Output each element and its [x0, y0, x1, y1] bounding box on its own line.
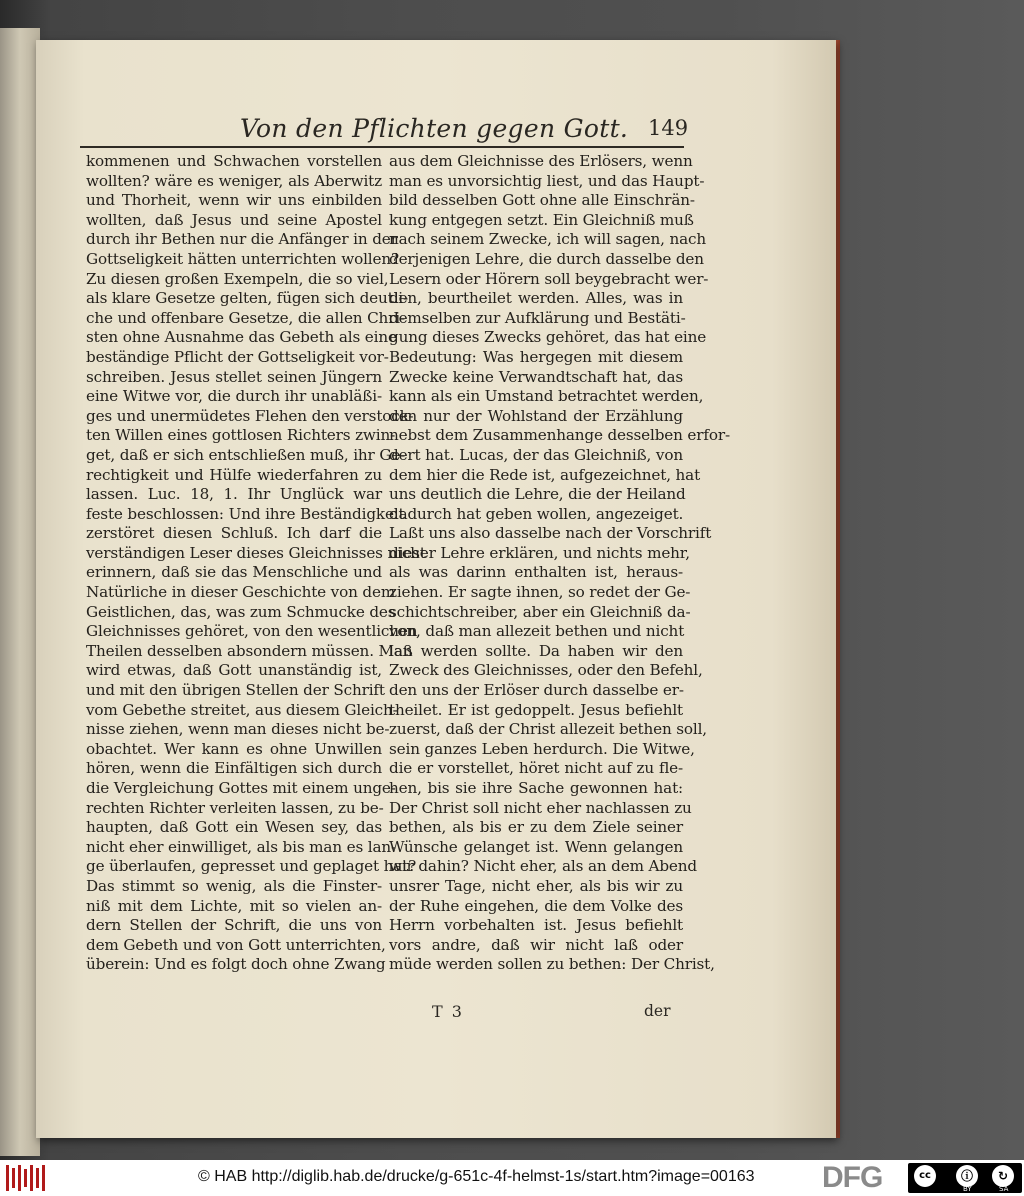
text-line: Bedeutung: Was hergegen mit diesem	[389, 347, 683, 366]
text-line: den nur der Wohlstand der Erzählung	[389, 406, 683, 425]
text-line: Lesern oder Hörern soll beygebracht wer-	[389, 269, 709, 288]
header-rule	[80, 146, 684, 148]
text-line: sein ganzes Leben herdurch. Die Witwe,	[389, 739, 695, 758]
catchword: der	[644, 1002, 671, 1020]
hab-logo-icon[interactable]	[6, 1165, 46, 1191]
text-line: den, beurtheilet werden. Alles, was in	[389, 289, 683, 308]
text-line: haupten, daß Gott ein Wesen sey, das	[86, 818, 382, 837]
text-line: vom Gebethe streitet, aus diesem Gleich-	[86, 700, 398, 719]
text-line: Gleichnisses gehöret, von den wesentlichen	[86, 622, 418, 641]
copyright-link[interactable]: © HAB http://diglib.hab.de/drucke/g-651c-4f-helmst-1s/start.htm?image=00163	[198, 1168, 755, 1185]
text-line: sten ohne Ausnahme das Gebeth als eine	[86, 328, 397, 347]
text-line: Geistlichen, das, was zum Schmucke des	[86, 602, 396, 621]
text-line: theilet. Er ist gedoppelt. Jesus befiehlt	[389, 700, 683, 719]
cc-icon: cc	[914, 1165, 936, 1187]
page-number: 149	[648, 116, 689, 140]
text-line: lassen. Luc. 18, 1. Ihr Unglück war	[86, 485, 382, 504]
text-line: nicht eher einwilliget, als bis man es lan-	[86, 837, 397, 856]
text-line: Das stimmt so wenig, als die Finster-	[86, 876, 382, 895]
text-line: eine Witwe vor, die durch ihr unabläßi-	[86, 387, 382, 406]
text-line: bethen, als bis er zu dem Ziele seiner	[389, 818, 683, 837]
text-line: schreiben. Jesus stellet seinen Jüngern	[86, 367, 382, 386]
text-line: erinnern, daß sie das Menschliche und	[86, 563, 382, 582]
text-line: niß mit dem Lichte, mit so vielen an-	[86, 896, 382, 915]
text-line: durch ihr Bethen nur die Anfänger in der	[86, 230, 398, 249]
text-line: und Thorheit, wenn wir uns einbilden	[86, 191, 382, 210]
text-line: Natürliche in dieser Geschichte von dem	[86, 583, 396, 602]
text-line: ge überlaufen, gepresset und geplaget hat?	[86, 857, 417, 876]
text-line: Der Christ soll nicht eher nachlassen zu	[389, 798, 692, 817]
text-line: derjenigen Lehre, die durch dasselbe den	[389, 249, 704, 268]
dfg-logo[interactable]: DFG	[822, 1161, 883, 1194]
text-line: schichtschreiber, aber ein Gleichniß da-	[389, 602, 691, 621]
by-label: BY	[963, 1185, 972, 1193]
text-line: bild desselben Gott ohne alle Einschrän-	[389, 191, 695, 210]
text-line: nebst dem Zusammenhange desselben erfor-	[389, 426, 730, 445]
text-line: und mit den übrigen Stellen der Schrift	[86, 681, 385, 700]
footer-bar	[0, 1160, 1024, 1196]
text-line: die er vorstellet, höret nicht auf zu fle-	[389, 759, 683, 778]
text-line: unsrer Tage, nicht eher, als bis wir zu	[389, 876, 683, 895]
text-line: obachtet. Wer kann es ohne Unwillen	[86, 739, 382, 758]
text-line: dern Stellen der Schrift, die uns von	[86, 916, 382, 935]
text-line: gung dieses Zwecks gehöret, das hat eine	[389, 328, 707, 347]
text-line: Wünsche gelanget ist. Wenn gelangen	[389, 837, 683, 856]
text-line: dieser Lehre erklären, und nichts mehr,	[389, 543, 690, 562]
text-line: kann als ein Umstand betrachtet werden,	[389, 387, 704, 406]
text-line: Gottseligkeit hätten unterrichten wollen?	[86, 249, 399, 268]
text-line: den uns der Erlöser durch dasselbe er-	[389, 681, 684, 700]
text-line: dem Gebeth und von Gott unterrichten,	[86, 935, 386, 954]
text-line: che und offenbare Gesetze, die allen Chri-	[86, 308, 405, 327]
text-line: als was darinn enthalten ist, heraus-	[389, 563, 683, 582]
text-line: als klare Gesetze gelten, fügen sich deutli-	[86, 289, 408, 308]
text-line: rechtigkeit und Hülfe wiederfahren zu	[86, 465, 382, 484]
left-text-column	[86, 152, 426, 975]
text-line: dadurch hat geben wollen, angezeiget.	[389, 504, 684, 523]
text-line: Laßt uns also dasselbe nach der Vorschrift	[389, 524, 712, 543]
text-line: zuerst, daß der Christ allezeit bethen soll,	[389, 720, 707, 739]
text-line: wir dahin? Nicht eher, als an dem Abend	[389, 857, 697, 876]
right-text-column	[389, 152, 730, 975]
text-line: Zu diesen großen Exempeln, die so viel,	[86, 269, 389, 288]
text-line: man es unvorsichtig liest, und das Haupt-	[389, 171, 705, 190]
cc-license-badge[interactable]	[908, 1163, 1022, 1193]
text-line: dert hat. Lucas, der das Gleichniß, von	[389, 445, 683, 464]
text-line: wollten, daß Jesus und seine Apostel	[86, 210, 382, 229]
text-line: wollten? wäre es weniger, als Aberwitz	[86, 171, 382, 190]
text-line: von, daß man allezeit bethen und nicht	[389, 622, 685, 641]
text-line: die Vergleichung Gottes mit einem unge-	[86, 779, 396, 797]
text-line: Herrn vorbehalten ist. Jesus befiehlt	[389, 916, 683, 935]
text-line: rechten Richter verleiten lassen, zu be-	[86, 798, 384, 817]
sa-icon: ↻	[992, 1165, 1014, 1187]
text-line: ges und unermüdetes Flehen den verstock-	[86, 406, 414, 425]
text-line: hören, wenn die Einfältigen sich durch	[86, 759, 382, 778]
text-line: nach seinem Zwecke, ich will sagen, nach	[389, 230, 706, 249]
text-line: Zweck des Gleichnisses, oder den Befehl,	[389, 661, 703, 680]
by-icon: ⓘ	[956, 1165, 978, 1187]
text-line: get, daß er sich entschließen muß, ihr Ge-	[86, 445, 406, 464]
text-line: kommenen und Schwachen vorstellen	[86, 152, 382, 170]
text-line: kung entgegen setzt. Ein Gleichniß muß	[389, 210, 694, 229]
text-line: hen, bis sie ihre Sache gewonnen hat:	[389, 779, 683, 797]
text-line: Zwecke keine Verwandtschaft hat, das	[389, 367, 683, 386]
text-line: wird etwas, daß Gott unanständig ist,	[86, 661, 382, 680]
text-line: vors andre, daß wir nicht laß oder	[389, 935, 683, 954]
text-line: laß werden sollte. Da haben wir den	[389, 641, 683, 660]
text-line: uns deutlich die Lehre, die der Heiland	[389, 485, 686, 504]
text-line: müde werden sollen zu bethen: Der Christ,	[389, 955, 715, 974]
text-line: dem hier die Rede ist, aufgezeichnet, hat	[389, 465, 701, 484]
text-line: beständige Pflicht der Gottseligkeit vor-	[86, 347, 389, 366]
page-header	[80, 112, 689, 148]
running-title: Von den Pflichten gegen Gott.	[240, 114, 629, 143]
text-line: verständigen Leser dieses Gleichnisses nicht	[86, 543, 426, 562]
text-line: Theilen desselben absondern müssen. Man	[86, 641, 413, 660]
text-line: der Ruhe eingehen, die dem Volke des	[389, 896, 683, 915]
text-line: demselben zur Aufklärung und Bestäti-	[389, 308, 686, 327]
text-line: zerstöret diesen Schluß. Ich darf die	[86, 524, 382, 543]
printer-signature: T 3	[432, 1002, 464, 1021]
text-line: ten Willen eines gottlosen Richters zwin-	[86, 426, 396, 445]
text-line: überein: Und es folgt doch ohne Zwang	[86, 955, 386, 974]
sa-label: SA	[999, 1185, 1009, 1193]
text-line: nisse ziehen, wenn man dieses nicht be-	[86, 720, 390, 739]
text-line: feste beschlossen: Und ihre Beständigkeit	[86, 504, 405, 523]
text-line: ziehen. Er sagte ihnen, so redet der Ge-	[389, 583, 691, 602]
previous-page-edge	[0, 28, 40, 1156]
text-line: aus dem Gleichnisse des Erlösers, wenn	[389, 152, 693, 170]
